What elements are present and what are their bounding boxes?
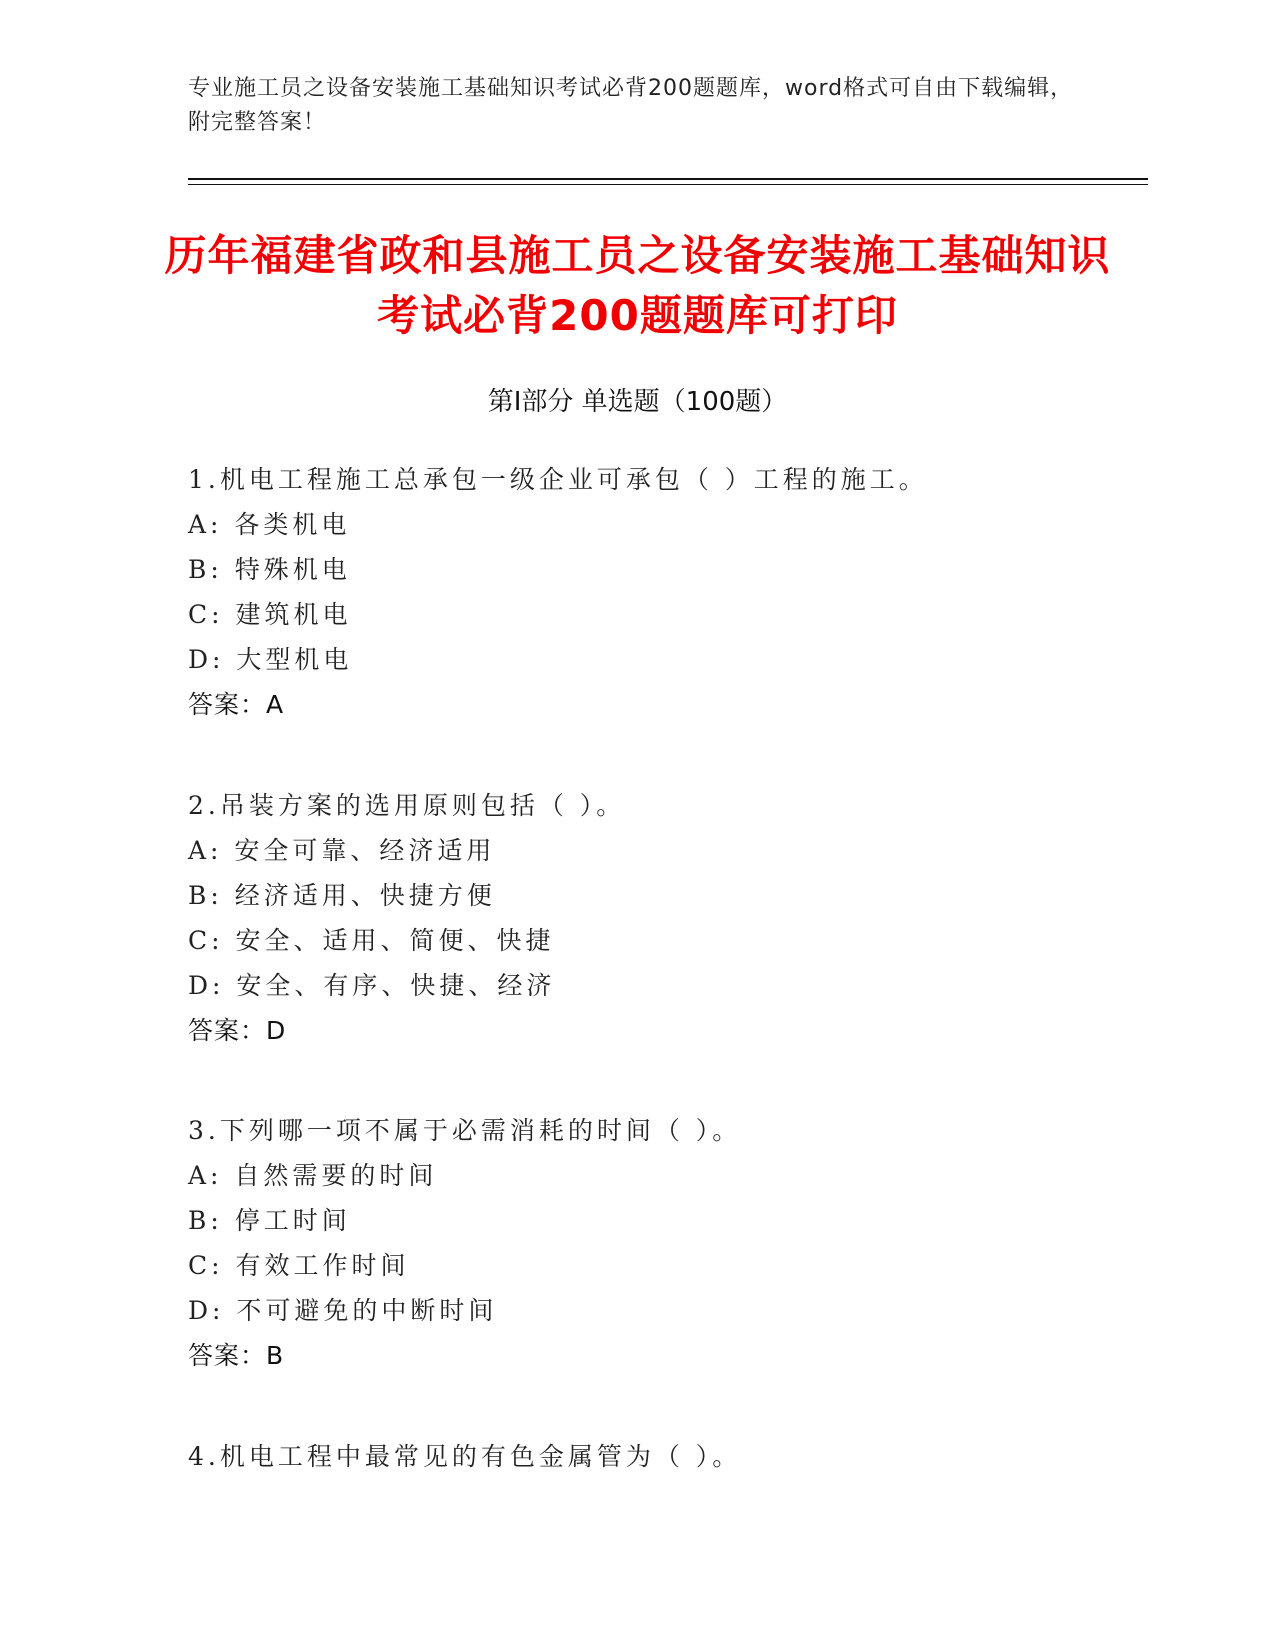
option-a: A: 安全可靠、经济适用 [188, 836, 496, 865]
option-c: C: 有效工作时间 [188, 1251, 410, 1280]
answer: 答案：A [188, 690, 285, 719]
option-b: B: 停工时间 [188, 1206, 351, 1235]
option-b: B: 特殊机电 [188, 555, 351, 584]
question-4 [188, 1434, 1138, 1479]
question-stem: 3.下列哪一项不属于必需消耗的时间（ ）。 [188, 1116, 742, 1145]
document-title: 历年福建省政和县施工员之设备安装施工基础知识考试必背200题题库可打印 [164, 231, 1111, 340]
option-a: A: 各类机电 [188, 510, 351, 539]
header-divider-thin [188, 184, 1148, 185]
option-b: B: 经济适用、快捷方便 [188, 881, 496, 910]
question-3 [188, 1108, 1138, 1378]
question-stem: 4.机电工程中最常见的有色金属管为（ ）。 [188, 1442, 742, 1471]
question-stem: 1.机电工程施工总承包一级企业可承包（ ）工程的施工。 [188, 465, 928, 494]
header-note: 专业施工员之设备安装施工基础知识考试必背200题题库，word格式可自由下载编辑，附完整答案！ [188, 76, 1074, 135]
option-d: D: 大型机电 [188, 645, 353, 674]
question-stem: 2.吊装方案的选用原则包括（ ）。 [188, 791, 626, 820]
answer: 答案：B [188, 1341, 285, 1370]
option-c: C: 建筑机电 [188, 600, 352, 629]
answer: 答案：D [188, 1016, 287, 1045]
option-c: C: 安全、适用、简便、快捷 [188, 926, 555, 955]
option-d: D: 不可避免的中断时间 [188, 1296, 498, 1325]
section-heading: 第I部分 单选题（100题） [487, 387, 788, 417]
question-2 [188, 783, 1138, 1053]
question-1 [188, 457, 1138, 727]
header-divider-thick [188, 178, 1148, 180]
option-d: D: 安全、有序、快捷、经济 [188, 971, 556, 1000]
option-a: A: 自然需要的时间 [188, 1161, 438, 1190]
